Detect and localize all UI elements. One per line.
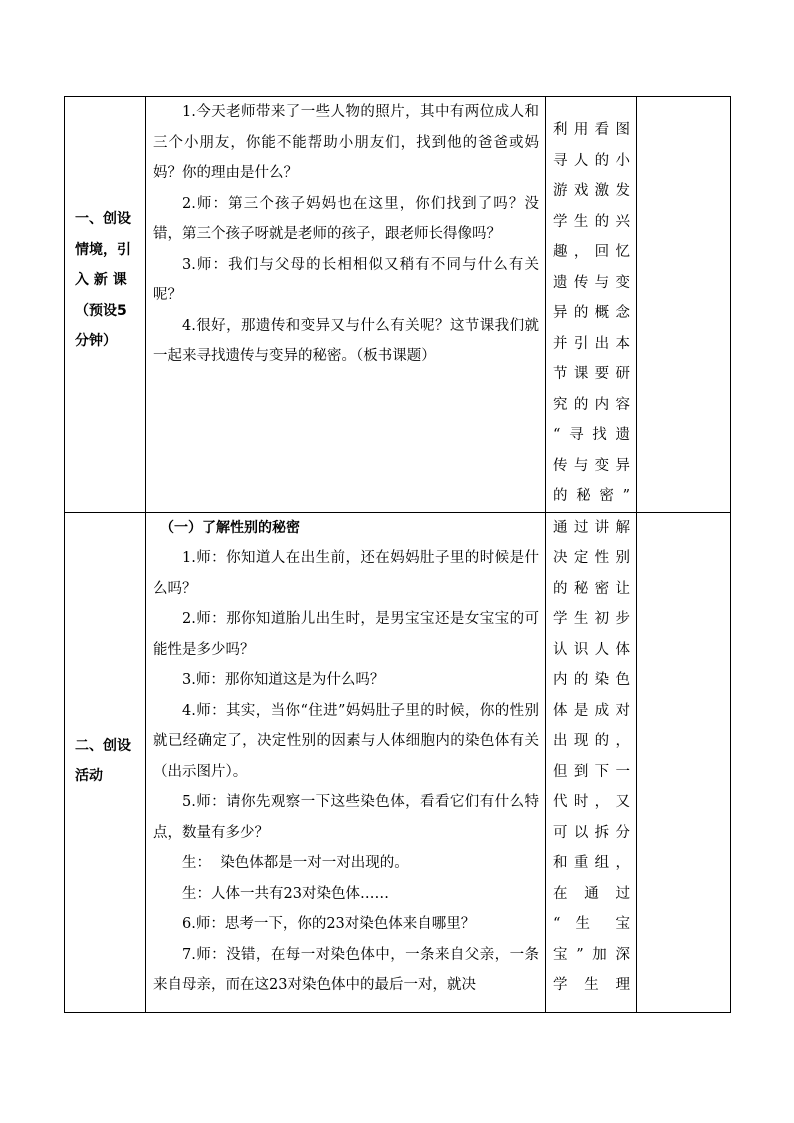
empty-cell	[637, 512, 731, 1012]
note-line: 代时，又	[553, 794, 630, 810]
note-line: 和重组，	[553, 855, 630, 871]
note-line: 趣，回忆	[553, 244, 630, 260]
note-line: 的秘密”	[553, 488, 630, 504]
note-line: 决定性别	[553, 550, 630, 566]
stage-line: 二、创设	[75, 737, 131, 754]
note-line: 体是成对	[553, 702, 630, 719]
note-line: 究的内容	[553, 396, 630, 413]
note-line: 游戏激发	[553, 183, 630, 199]
note-line: “ 生 宝	[553, 916, 630, 932]
note-line: 出现的，	[553, 733, 630, 749]
note-line: 传与变异	[553, 457, 630, 474]
content-paragraph: 1.师：你知道人在出生前，还在妈妈肚子里的时候是什么吗？	[153, 550, 539, 597]
note-line: 可以拆分	[553, 824, 630, 841]
note-line: 遗传与变	[553, 274, 630, 291]
stage-label	[65, 97, 145, 357]
note-line: 寻人的小	[553, 152, 630, 169]
table-row	[65, 512, 731, 1012]
stage-line: （预设5	[75, 302, 127, 319]
section-heading: （一）了解性别的秘密	[160, 519, 300, 536]
note-line: “寻找遗	[553, 427, 630, 443]
note-line: 学 生 理	[553, 977, 630, 993]
note-line: 的秘密让	[553, 580, 630, 597]
content-paragraph: 生： 染色体都是一对一对出现的。	[182, 855, 409, 871]
note-line: 内的染色	[553, 672, 630, 688]
design-intent-cell	[546, 512, 637, 1012]
note-line: 认识人体	[553, 641, 630, 658]
design-intent-cell	[546, 97, 637, 513]
content-paragraph: 3.师：那你知道这是为什么吗？	[182, 672, 385, 688]
note-line: 通过讲解	[553, 519, 630, 536]
content-paragraph: 6.师：思考一下，你的23对染色体来自哪里？	[182, 916, 476, 932]
content-paragraph: 5.师：请你先观察一下这些染色体，看看它们有什么特点，数量有多少？	[153, 794, 539, 841]
empty-cell	[637, 97, 731, 513]
stage-line: 情境，引	[75, 241, 131, 258]
stage-line: 分钟）	[75, 333, 117, 349]
content-paragraph: 生：人体一共有23对染色体……	[182, 885, 389, 902]
note-line: 在 通 过	[553, 885, 630, 902]
note-line: 节课要研	[553, 366, 630, 382]
stage-line: 活动	[75, 768, 103, 784]
note-line: 宝”加深	[553, 946, 630, 963]
content-paragraph: 1.今天老师带来了一些人物的照片，其中有两位成人和三个小朋友，你能不能帮助小朋友们，找到他的爸爸或妈妈？你的理由是什么？	[153, 104, 539, 181]
content-paragraph: 3.师：我们与父母的长相相似又稍有不同与什么有关呢？	[153, 256, 539, 303]
content-paragraph: 4.师：其实，当你“住进”妈妈肚子里的时候，你的性别就已经确定了，决定性别的因素与人体细胞内的染色体有关（出示图片）。	[153, 702, 539, 780]
stage-label	[65, 513, 145, 792]
content-paragraph: 2.师：第三个孩子妈妈也在这里，你们找到了吗？没错，第三个孩子呀就是老师的孩子，跟老师长得像吗？	[153, 195, 539, 242]
content-paragraph: 2.师：那你知道胎儿出生时，是男宝宝还是女宝宝的可能性是多少吗？	[153, 611, 539, 658]
note-line: 但到下一	[553, 763, 630, 780]
table-row	[65, 97, 731, 513]
content-paragraph: 7.师：没错，在每一对染色体中，一条来自父亲，一条来自母亲，而在这23对染色体中的最后一对，就决	[153, 946, 539, 993]
stage-line: 入 新 课	[75, 272, 127, 288]
note-line: 利用看图	[553, 122, 630, 138]
stage-cell	[65, 512, 146, 1012]
lesson-plan-table	[64, 96, 731, 1013]
stage-line: 一、创设	[75, 211, 131, 227]
note-line: 并引出本	[553, 335, 630, 352]
content-paragraph: 4.很好，那遗传和变异又与什么有关呢？这节课我们就一起来寻找遗传与变异的秘密。（板书课题）	[153, 317, 539, 364]
note-line: 异的概念	[553, 305, 630, 321]
stage-cell	[65, 97, 146, 513]
note-line: 学生初步	[553, 611, 630, 627]
content-cell	[146, 97, 546, 513]
note-line: 学生的兴	[553, 213, 630, 230]
content-cell	[146, 512, 546, 1012]
